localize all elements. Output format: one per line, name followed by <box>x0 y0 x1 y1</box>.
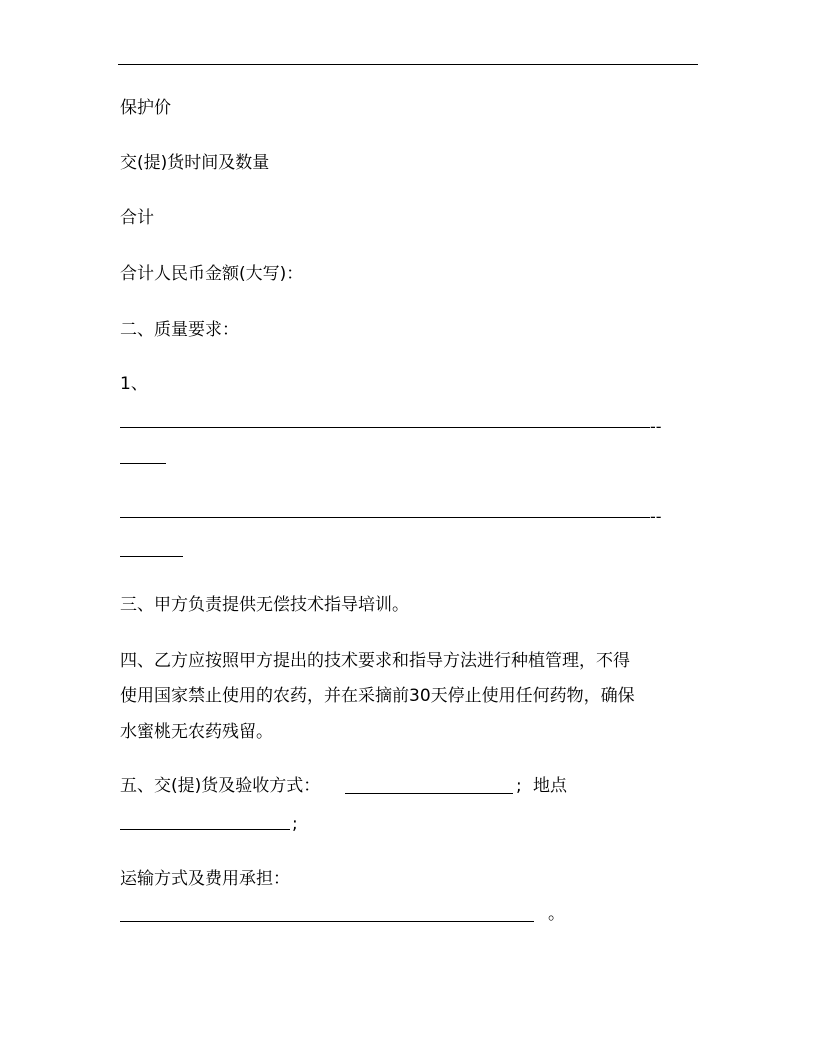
quality-blank-line-1-continuation <box>120 463 166 464</box>
line-total-rmb-amount: 合计人民币金额(大写)： <box>120 264 304 284</box>
line-total: 合计 <box>120 208 154 228</box>
section-planting-management-line-3: 水蜜桃无农药残留。 <box>120 722 273 742</box>
quality-blank-line-1-tail: -- <box>650 417 662 436</box>
delivery-method-blank <box>345 793 513 794</box>
quality-blank-line-2-tail: -- <box>650 507 662 526</box>
section-quality-requirements: 二、质量要求： <box>120 320 239 340</box>
quality-item-1-number: 1、 <box>120 374 148 394</box>
header-rule <box>118 64 698 65</box>
transport-cost-label: 运输方式及费用承担： <box>120 869 290 889</box>
quality-blank-line-1 <box>120 427 650 428</box>
section-technical-training: 三、甲方负责提供无偿技术指导培训。 <box>120 595 409 615</box>
transport-end-mark: 。 <box>548 904 565 924</box>
quality-blank-line-2 <box>120 517 650 518</box>
section-planting-management-line-1: 四、乙方应按照甲方提出的技术要求和指导方法进行种植管理，不得 <box>120 651 630 671</box>
location-blank <box>120 829 290 830</box>
location-label: 地点 <box>533 776 567 796</box>
line-delivery-time-quantity: 交(提)货时间及数量 <box>120 153 270 173</box>
section-delivery-acceptance: 五、交(提)货及验收方式： <box>120 776 321 796</box>
delivery-semicolon: ; <box>516 776 522 796</box>
location-semicolon: ; <box>292 814 298 834</box>
section-planting-management-line-2: 使用国家禁止使用的农药，并在采摘前30天停止使用任何药物，确保 <box>120 686 635 706</box>
quality-blank-line-2-continuation <box>120 556 183 557</box>
line-protection-price: 保护价 <box>120 98 171 118</box>
transport-cost-blank <box>120 921 534 922</box>
